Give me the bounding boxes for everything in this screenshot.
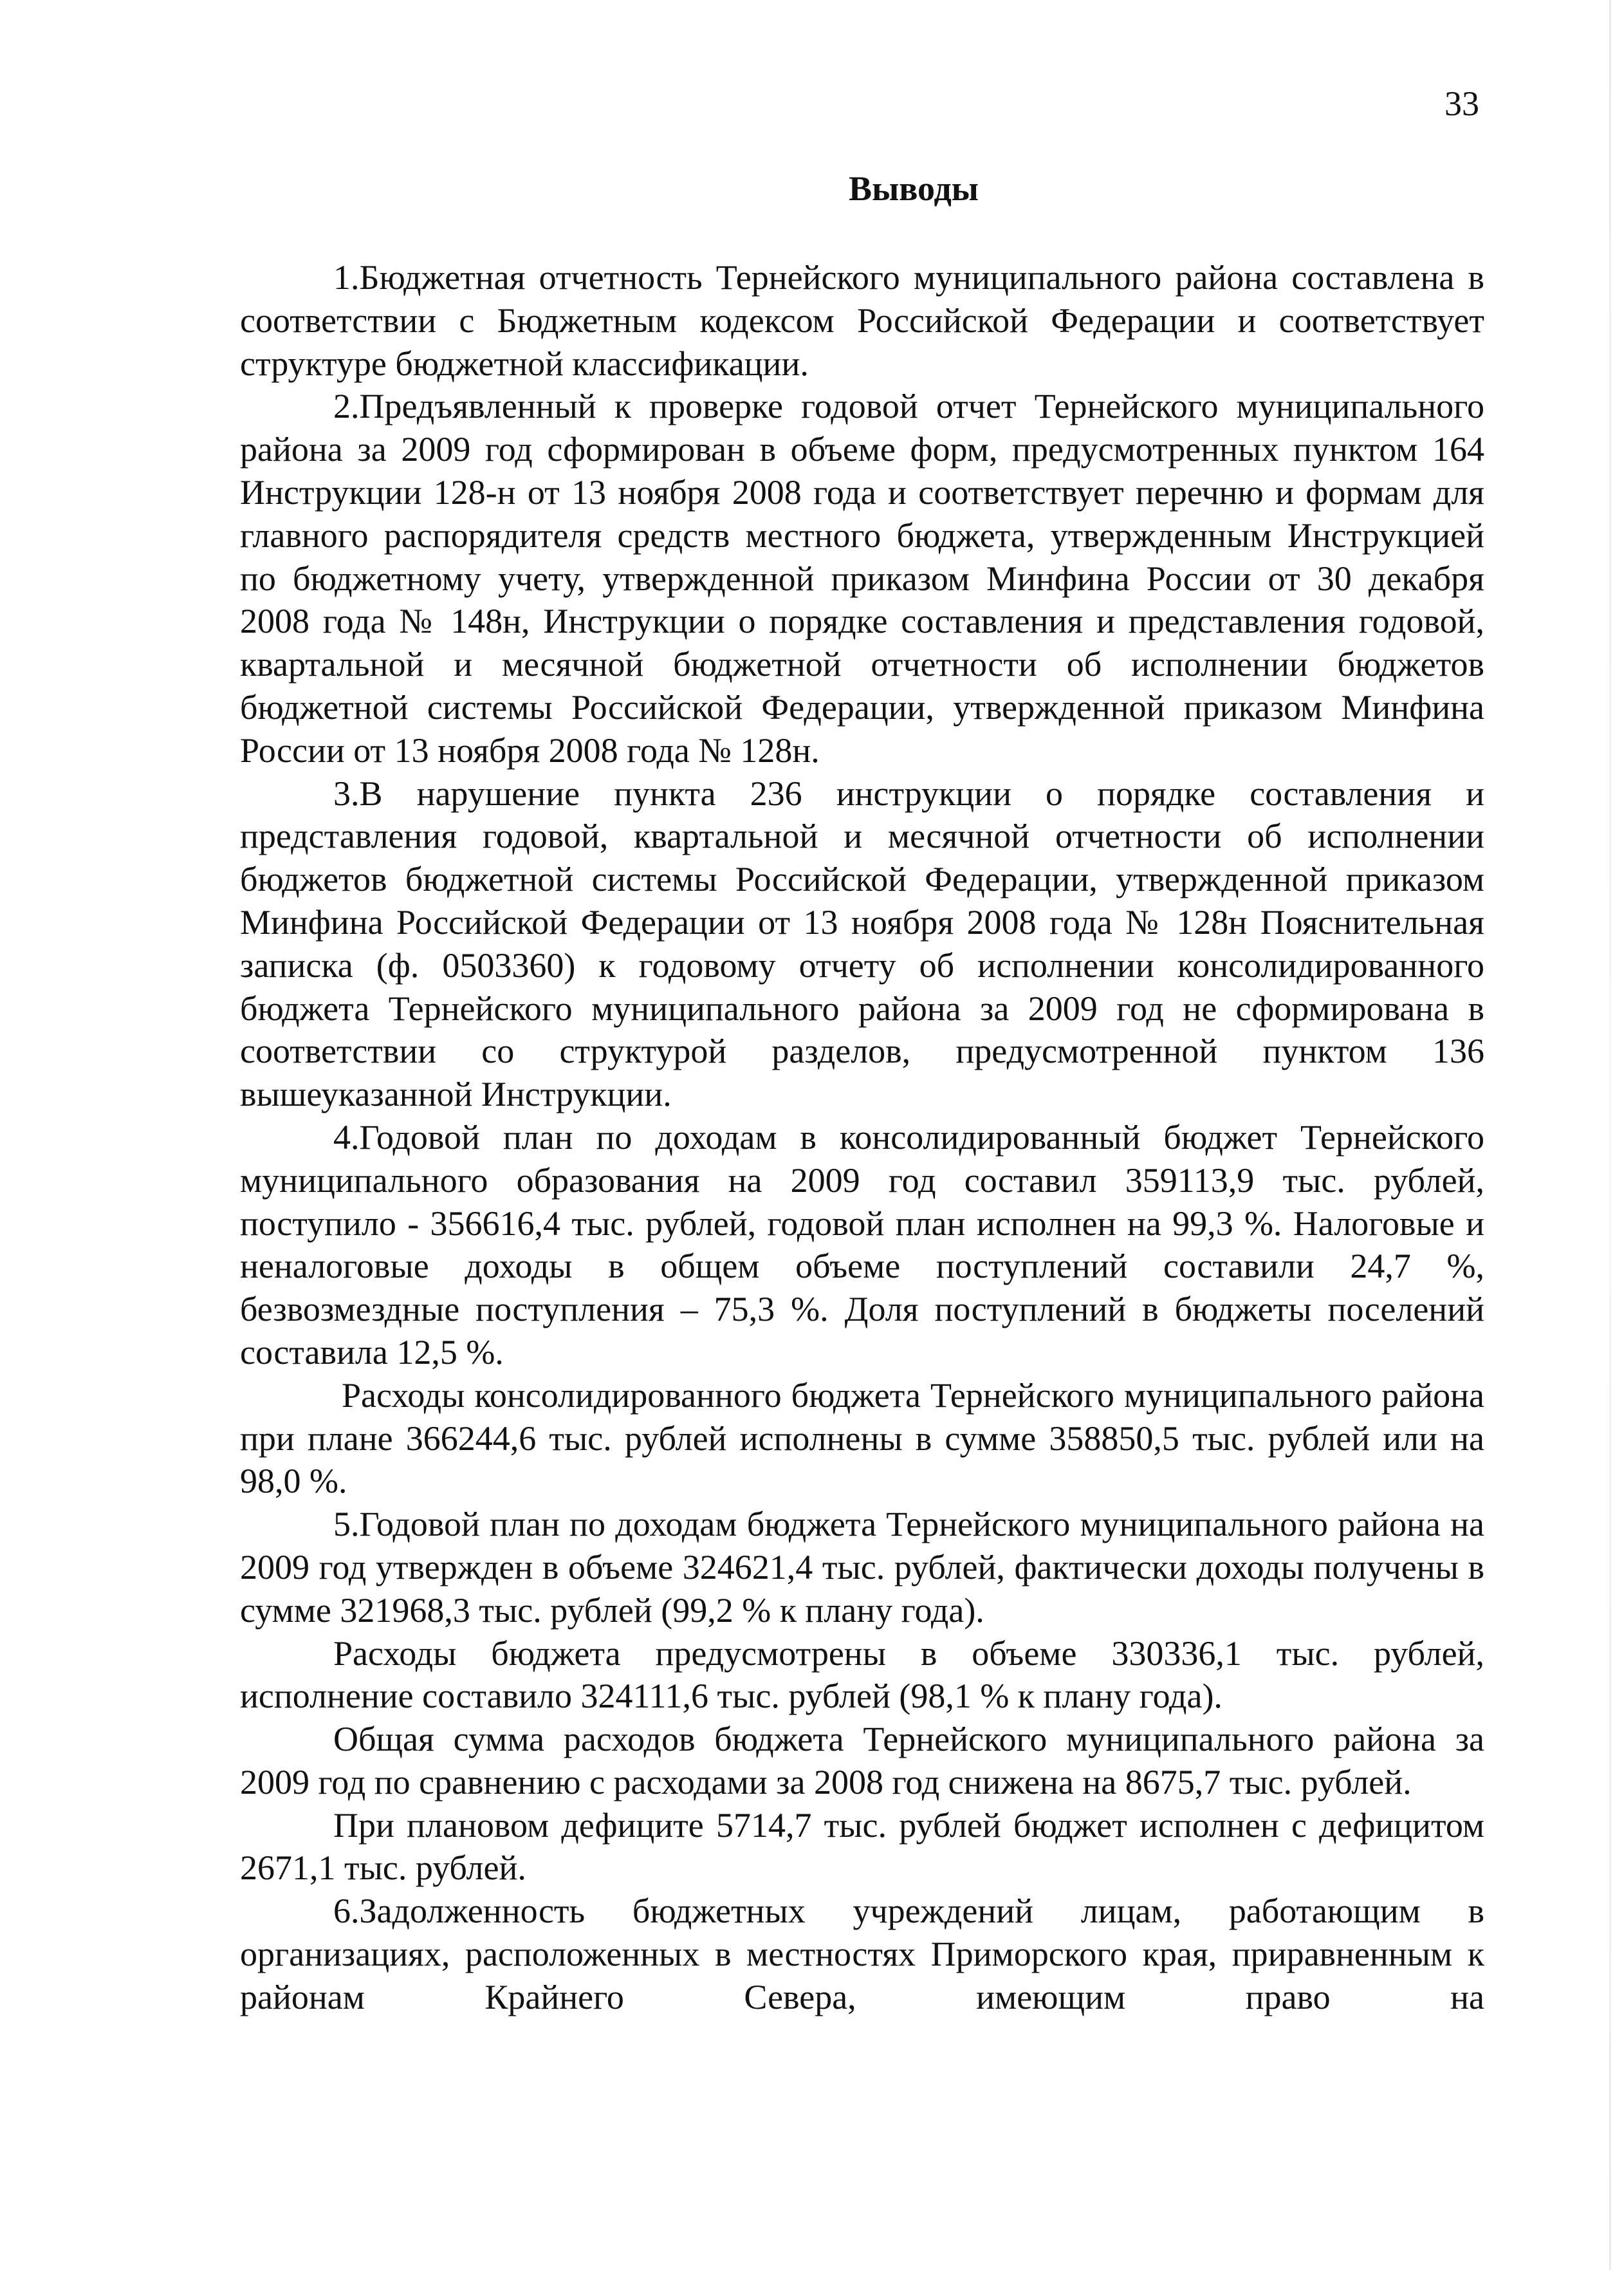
- paragraph-conclusion-2: 2.Предъявленный к проверке годовой отчет Тернейского муниципального района за 2009 год сформирован в объеме форм, предусмотренных пунктом 164 Инструкции 128-н от 13 ноября 2008 года и соответствует перечню и формам для главного распорядителя средств местного бюджета, утвержденным Инструкцией по бюджетному учету, утвержденной приказом Минфина России от 30 декабря 2008 года № 148н, Инструкции о порядке составления и представления годовой, квартальной и месячной бюджетной отчетности об исполнении бюджетов бюджетной системы Российской Федерации, утвержденной приказом Минфина России от 13 ноября 2008 года № 128н.: [240, 387, 1484, 770]
- paragraph-budget-expenses: Расходы бюджета предусмотрены в объеме 330336,1 тыс. рублей, исполнение составило 324111,6 тыс. рублей (98,1 % к плану года).: [240, 1633, 1484, 1716]
- paragraph-total-expenses: Общая сумма расходов бюджета Тернейского муниципального района за 2009 год по сравнению с расходами за 2008 год снижена на 8675,7 тыс. рублей.: [240, 1720, 1484, 1801]
- document-body: [240, 256, 1484, 2019]
- paragraph-deficit: При плановом дефиците 5714,7 тыс. рублей бюджет исполнен с дефицитом 2671,1 тыс. рублей.: [240, 1805, 1484, 1888]
- paragraph-consolidated-expenses: Расходы консолидированного бюджета Тернейского муниципального района при плане 366244,6 тыс. рублей исполнены в сумме 358850,5 тыс. рублей или на 98,0 %.: [240, 1375, 1484, 1501]
- page-number: 33: [1444, 84, 1479, 123]
- paragraph-conclusion-3: 3.В нарушение пункта 236 инструкции о порядке составления и представления годовой, квартальной и месячной отчетности об исполнении бюджетов бюджетной системы Российской Федерации, утвержденной приказом Минфина Российской Федерации от 13 ноября 2008 года № 128н Пояснительная записка (ф. 0503360) к годовому отчету об исполнении консолидированного бюджета Тернейского муниципального района за 2009 год не сформирована в соответствии со структурой разделов, предусмотренной пунктом 136 вышеуказанной Инструкции.: [240, 774, 1484, 1114]
- scan-edge: [1609, 0, 1611, 2270]
- paragraph-conclusion-4: 4.Годовой план по доходам в консолидированный бюджет Тернейского муниципального образования на 2009 год составил 359113,9 тыс. рублей, поступило - 356616,4 тыс. рублей, годовой план исполнен на 99,3 %. Налоговые и неналоговые доходы в общем объеме поступлений составили 24,7 %, безвозмездные поступления – 75,3 %. Доля поступлений в бюджеты поселений составила 12,5 %.: [240, 1117, 1484, 1372]
- paragraph-conclusion-6: 6.Задолженность бюджетных учреждений лицам, работающим в организациях, расположенных в местностях Приморского края, приравненным к районам Крайнего Севера, имеющим право на: [240, 1892, 1484, 2016]
- paragraph-conclusion-1: 1.Бюджетная отчетность Тернейского муниципального района составлена в соответствии с Бюджетным кодексом Российской Федерации и соответствует структуре бюджетной классификации.: [240, 258, 1484, 383]
- section-title: Выводы: [849, 169, 979, 208]
- paragraph-conclusion-5: 5.Годовой план по доходам бюджета Тернейского муниципального района на 2009 год утвержден в объеме 324621,4 тыс. рублей, фактически доходы получены в сумме 321968,3 тыс. рублей (99,2 % к плану года).: [240, 1505, 1484, 1630]
